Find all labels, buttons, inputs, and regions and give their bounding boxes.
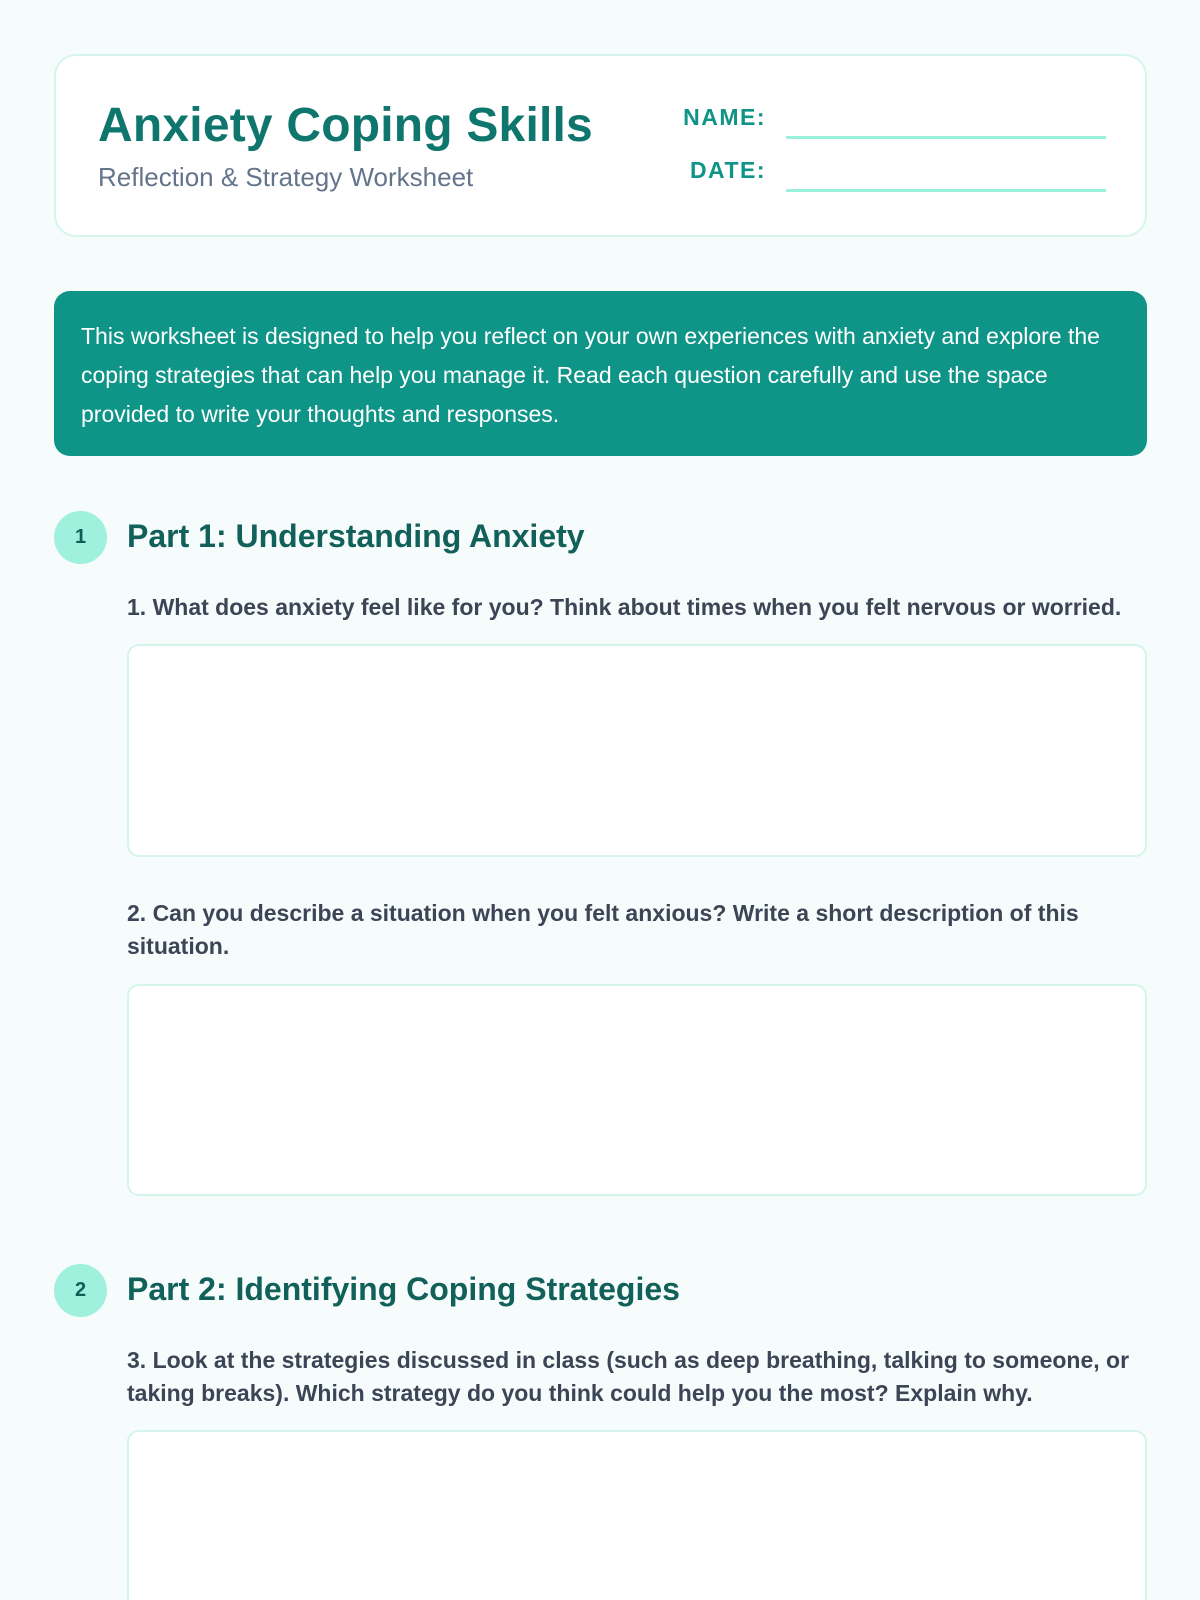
section-number-badge: 2 [54,1264,107,1317]
intro-text: This worksheet is designed to help you reflect on your own experiences with anxiety and explore the coping strategies that can help you manage it. Read each question carefully and use the space provided to write your thoughts and responses. [81,323,1100,427]
section-title: Part 1: Understanding Anxiety [127,518,585,554]
date-label: DATE: [689,157,766,183]
answer-box[interactable] [127,984,1147,1196]
answer-box[interactable] [127,1430,1147,1600]
question-text: 1. What does anxiety feel like for you? Think about times when you felt nervous or worried. [127,594,1122,620]
name-field[interactable] [786,136,1106,139]
date-field[interactable] [786,189,1106,192]
page-title: Anxiety Coping Skills [98,99,593,152]
intro-banner [54,291,1147,456]
question-text: 3. Look at the strategies discussed in class (such as deep breathing, talking to someone, or taking breaks). Which strategy do you think could help you the most? Explain why. [127,1347,1130,1406]
answer-box[interactable] [127,644,1147,857]
section-number-badge: 1 [54,511,107,564]
header-card [54,54,1147,237]
page-subtitle: Reflection & Strategy Worksheet [98,162,474,192]
section-title: Part 2: Identifying Coping Strategies [127,1271,680,1307]
question-text: 2. Can you describe a situation when you felt anxious? Write a short description of this situation. [127,900,1079,959]
name-label: NAME: [683,104,766,130]
